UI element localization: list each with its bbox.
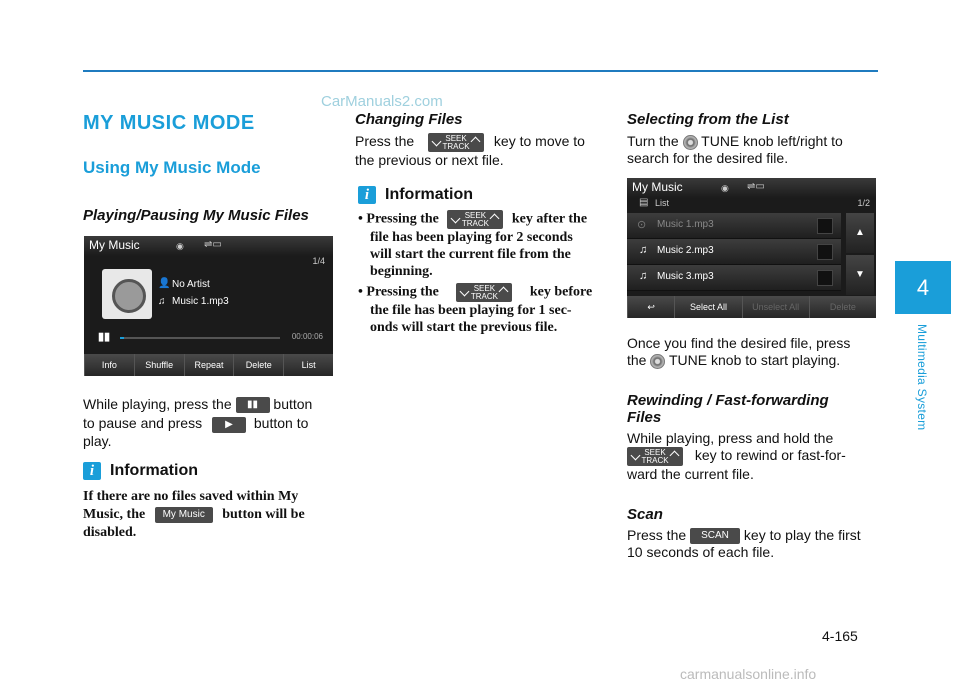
text-fragment: key before: [529, 284, 593, 300]
text-fragment: beginning.: [370, 264, 433, 279]
text-fragment: ward the current file.: [627, 466, 754, 482]
screen-title: My Music: [632, 180, 683, 194]
text-fragment: Rewinding / Fast-forwarding: [627, 392, 829, 409]
info-icon: i: [358, 186, 376, 204]
disc-icon: ◉: [721, 183, 729, 193]
my-music-key: My Music: [155, 507, 213, 523]
seek-track-key: SEEK TRACK: [428, 133, 484, 152]
text-fragment: Turn the: [627, 133, 679, 149]
text-fragment: Press the: [627, 527, 687, 543]
playback-screenshot: [84, 236, 333, 376]
text-fragment: key to move to: [493, 133, 585, 150]
seek-track-key: SEEK TRACK: [447, 210, 503, 229]
list-item[interactable]: [627, 239, 841, 265]
text-fragment: will start the current file from the: [370, 247, 571, 262]
heading-selecting-list: Selecting from the List: [627, 111, 789, 128]
scroll-up-button[interactable]: ▲: [846, 213, 874, 253]
info-bullets: [358, 210, 606, 336]
track-counter: 1/4: [312, 256, 325, 266]
checkbox[interactable]: [817, 244, 833, 260]
paragraph-rewind: [627, 430, 879, 483]
page-counter: 1/2: [857, 198, 870, 208]
list-icon: ▤: [639, 197, 649, 208]
text-fragment: button to: [253, 415, 309, 432]
list-item-label: Music 1.mp3: [657, 219, 714, 230]
text-fragment: While playing, press and hold the: [627, 430, 834, 446]
info-title: Information: [385, 186, 473, 203]
info-heading-1: [83, 462, 198, 480]
progress-bar[interactable]: [120, 337, 280, 339]
section-title: MY MUSIC MODE: [83, 112, 255, 134]
checkbox[interactable]: [817, 270, 833, 286]
disc-icon: ◉: [176, 241, 184, 251]
text-fragment: While playing, press the: [83, 396, 232, 412]
heading-changing-files: Changing Files: [355, 111, 463, 128]
text-fragment: 10 seconds of each file.: [627, 544, 775, 561]
text-fragment: key to rewind or fast-for-: [694, 447, 846, 464]
footer-watermark: carmanualsonline.info: [680, 666, 817, 682]
heading-playing-pausing: Playing/Pausing My Music Files: [83, 207, 309, 224]
back-icon[interactable]: ↩: [627, 296, 674, 318]
elapsed-time: 00:00:06: [291, 332, 323, 341]
pause-icon[interactable]: ▮▮: [98, 331, 111, 343]
text-fragment: file has been playing for 2 seconds: [370, 230, 573, 245]
info-text-1: [83, 488, 335, 542]
usb-icon: ⇌▭: [747, 181, 765, 192]
chapter-label: [895, 314, 951, 444]
usb-icon: ⇌▭: [204, 239, 222, 250]
list-item-label: Music 2.mp3: [657, 245, 714, 256]
text-fragment: to pause and press: [83, 415, 203, 432]
text-fragment: If there are no files saved within My: [83, 489, 299, 504]
text-fragment: Files: [627, 409, 662, 426]
repeat-button[interactable]: Repeat: [184, 354, 234, 376]
info-icon: i: [83, 462, 101, 480]
play-key-icon: ▶: [212, 417, 246, 433]
paragraph-start-playing: [627, 335, 879, 369]
heading-scan: Scan: [627, 506, 663, 523]
chapter-title: Multimedia System: [915, 324, 929, 431]
paragraph-scan: [627, 527, 879, 561]
info-title: Information: [110, 462, 198, 479]
music-note-icon: ♫: [158, 296, 166, 307]
text-fragment: play.: [83, 432, 112, 449]
select-all-button[interactable]: Select All: [674, 296, 741, 318]
text-fragment: onds will start the previous file.: [370, 320, 558, 335]
top-rule: [83, 70, 878, 72]
text-fragment: key to play the first: [743, 527, 861, 543]
text-fragment: disabled.: [83, 525, 137, 540]
list-item-label: Music 3.mp3: [657, 271, 714, 282]
list-button[interactable]: List: [283, 354, 333, 376]
info-heading-2: [358, 186, 473, 204]
seek-track-key: SEEK TRACK: [627, 447, 683, 466]
delete-button[interactable]: Delete: [233, 354, 283, 376]
text-fragment: key after the: [511, 211, 588, 227]
text-fragment: search for the desired file.: [627, 150, 789, 166]
seek-track-key: SEEK TRACK: [456, 283, 512, 302]
scroll-down-button[interactable]: ▼: [846, 255, 874, 295]
paragraph-select: [627, 133, 879, 167]
music-note-icon: ♫: [639, 244, 648, 256]
play-circle-icon: ⊙: [637, 219, 647, 231]
paragraph-pause-play: [83, 396, 335, 450]
music-note-icon: ♫: [639, 270, 648, 282]
page-number: 4-165: [822, 628, 858, 644]
heading-rewind-ff: [627, 392, 829, 426]
delete-button[interactable]: Delete: [809, 296, 876, 318]
tune-knob-icon: [650, 354, 665, 369]
text-fragment: button will be: [222, 507, 305, 522]
subsection-title: Using My Music Mode: [83, 158, 261, 177]
track-label: Music 1.mp3: [172, 296, 229, 307]
info-button[interactable]: Info: [84, 354, 134, 376]
watermark: CarManuals2.com: [321, 93, 443, 110]
list-screenshot: [627, 178, 876, 318]
person-icon: 👤: [158, 278, 171, 289]
tune-knob-icon: [683, 135, 698, 150]
checkbox[interactable]: [817, 218, 833, 234]
artist-label: No Artist: [172, 279, 210, 290]
text-fragment: the file has been playing for 1 sec-: [370, 303, 572, 318]
playback-button-bar: [84, 354, 333, 376]
screen-title: My Music: [89, 238, 140, 252]
text-fragment: • Pressing the: [358, 284, 439, 300]
text-fragment: • Pressing the: [358, 211, 439, 227]
list-label: List: [655, 198, 670, 208]
text-fragment: the previous or next file.: [355, 152, 504, 168]
scan-key: SCAN: [690, 528, 740, 544]
chapter-tab: 4: [895, 261, 951, 314]
paragraph-changing-files: [355, 133, 607, 169]
album-art: [102, 269, 152, 319]
list-button-bar: [627, 296, 876, 318]
list-item[interactable]: [627, 265, 841, 291]
shuffle-button[interactable]: Shuffle: [134, 354, 184, 376]
pause-key-icon: ▮▮: [236, 397, 270, 413]
unselect-all-button[interactable]: Unselect All: [742, 296, 809, 318]
text-fragment: Once you find the desired file, press: [627, 335, 851, 351]
text-fragment: TUNE knob to start playing.: [669, 352, 841, 368]
text-fragment: the: [627, 352, 647, 368]
text-fragment: button: [273, 396, 313, 412]
list-item[interactable]: [627, 213, 841, 239]
text-fragment: Press the: [355, 133, 415, 150]
text-fragment: TUNE knob left/right to: [701, 133, 843, 149]
text-fragment: Music, the: [83, 507, 146, 522]
